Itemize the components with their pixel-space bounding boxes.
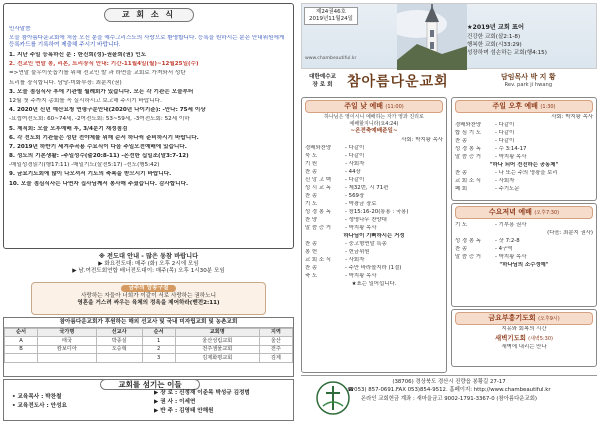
news-item: 9. 금요기도회에 많이 나오셔서 기도의 축복을 받으시기 바랍니다.	[9, 171, 172, 178]
order-label: 경배와찬양	[305, 144, 332, 151]
order-item	[455, 170, 593, 177]
wednesday-service	[451, 203, 597, 307]
order-value: - 사회자	[345, 160, 365, 167]
issue-date: 2019년11월24일	[309, 15, 353, 22]
table-row	[5, 345, 293, 354]
table-cell: 박종실	[96, 337, 142, 346]
table-cell: 오승혁	[96, 345, 142, 354]
order-value: - 제32번, 시 71편	[345, 184, 389, 191]
order-label: 찬 송	[305, 265, 318, 272]
servants-left	[12, 394, 122, 412]
order-label: 축 도	[305, 273, 318, 280]
order-value: - 헌금위원	[345, 249, 370, 256]
pastor-name: 담임목사 박 지 황	[501, 73, 556, 81]
mission-table	[4, 328, 293, 363]
order-item	[305, 273, 443, 280]
sunday-pm-title: 주일 오후 예배	[492, 102, 538, 110]
servant-line: • 교육전도사 : 안성요	[12, 402, 67, 409]
order-item	[455, 114, 593, 121]
worship-verse: 하나님은 영이시니 예배하는 자가 영과 진리로	[324, 113, 424, 120]
order-value: - 569장	[345, 192, 365, 199]
table-cell: B	[5, 345, 38, 354]
table-header: 선교사	[96, 328, 142, 337]
order-item	[455, 238, 593, 245]
cover-url: www.chambeautiful.kr	[305, 56, 357, 61]
pastor-info	[501, 73, 556, 88]
church-name: 참아름다운교회	[347, 74, 449, 90]
sunday-am-time: (11:00)	[385, 104, 404, 110]
order-value: - 삿 7:2-8	[495, 237, 520, 244]
issue-box	[304, 7, 358, 25]
news-item: -매일성경읽기(행17:11) -매일기도(살전5:17) -전도(행5:42)	[9, 162, 160, 169]
table-cell: 3	[142, 354, 175, 363]
order-label: 기 도	[455, 221, 468, 228]
order-item	[305, 185, 443, 192]
order-value: - 나 또는 주의 영광을 보리	[495, 170, 558, 177]
table-cell: 캄보디아	[38, 345, 97, 354]
order-label: 성 시 교 독	[305, 184, 331, 191]
news-item: 트리를 장식합니다. 담당-미화부장: 최분지(권)	[9, 79, 122, 86]
memory-verse-title: 금주의 암송구절	[121, 285, 177, 292]
order-value: - 사회자	[495, 178, 515, 185]
sermon-title: "하나님의 소수정예"	[499, 261, 549, 268]
table-header: 국가명	[38, 328, 97, 337]
mission-support	[3, 317, 294, 377]
order-label: 기 도	[305, 200, 318, 207]
motto-line: 건강한 교회(살2:1-8)	[467, 33, 521, 40]
table-cell	[38, 354, 97, 363]
news-item: 4. 2020년 신년 예산요청 연령구분안내(2020년 나이기준): -안나: 75세 이상	[9, 107, 206, 114]
news-item: 6. 각 전도회 기관들은 성탄 전야제를 위해 순서 하나씩 준비하시기 바랍니다.	[9, 134, 199, 141]
motto-title: ★2019년 교회 표어	[467, 24, 524, 31]
order-item	[305, 161, 443, 168]
order-value: - 주만 바라볼지라 (1절)	[345, 265, 402, 272]
order-label: 교 회 소 식	[305, 257, 331, 264]
worship-verse: 예배할지니라(요4:24)	[349, 121, 399, 127]
sermon-title: 하나님이 기뻐하시는 거정	[343, 233, 405, 240]
order-value: 사회: 박지황 목사	[401, 136, 443, 143]
order-label: 찬 양	[305, 217, 318, 223]
order-item	[455, 246, 593, 253]
order-item	[455, 222, 593, 229]
offering-account: 온라인 교회헌금 계좌 : 새마을금고 9002-1791-3367-0 (참아름다운교회)	[360, 395, 538, 402]
order-value: (다음: 최분지 권사)	[547, 229, 593, 236]
order-label: 신 앙 고 백	[305, 176, 331, 183]
evangelism-line: ▶ 남.여전도회연합 배너전도대이: 매주(목) 오후 1시30분 모임	[72, 267, 225, 274]
table-cell: 전주	[259, 345, 292, 354]
order-item	[305, 265, 443, 272]
order-list	[305, 241, 443, 280]
order-value: - 다같이	[495, 122, 515, 129]
sunday-morning-service	[301, 97, 447, 373]
news-item: 10. 오늘 점심식사는 나연자 집사님께서 봉사해 주셨습니다. 감사합니다.	[9, 180, 189, 187]
church-address: (38706) 경상북도 경산시 진량읍 봉황길 27-17	[392, 379, 506, 385]
left-panel	[3, 3, 294, 421]
order-item	[305, 177, 443, 184]
order-item	[455, 138, 593, 145]
church-footer	[301, 375, 597, 421]
fri-time: (오후9시)	[538, 316, 560, 322]
news-item: 1. 지난 주일 등록하신 분 : 한진희(성)-권윤희(권) 인도	[9, 52, 147, 59]
servants-title: 교회를 섬기는 이들	[100, 379, 200, 390]
order-item	[455, 178, 593, 185]
order-value: - 박지황 목사	[345, 273, 377, 280]
table-cell: 2	[142, 345, 175, 354]
order-label: 성 경 봉 독	[305, 208, 331, 215]
order-label: 경배와찬양	[455, 122, 482, 129]
order-value: - 수 3:14-17	[495, 146, 527, 153]
servants-right	[154, 390, 294, 417]
greeting-text: 오늘 참아름다운교회에 처음 오신 분을 예수그리스도의 사랑으로 환영합니다. 등록을 원하시는 분은 안내위원에게 등록카드를 기록하여 제출해 주시기 바랍니다.	[9, 35, 285, 49]
table-row	[5, 354, 293, 363]
news-item: 5. 제직회: 오늘 오후예배 후, 3/4분기 재정점검	[9, 125, 128, 132]
order-item	[455, 130, 593, 137]
sunday-afternoon-service	[451, 97, 597, 201]
table-cell: 1	[142, 337, 175, 346]
table-cell: 전주샘물교회	[175, 345, 259, 354]
friday-prayer	[451, 309, 597, 367]
news-item: 2. 전교인 연말 봉, 리본, 트리장식 안내: 기간-11월4일(월)~12월25일(수)	[9, 61, 199, 68]
worship-theme: ~온전축예배준일~	[350, 128, 398, 135]
table-cell	[96, 354, 142, 363]
order-value: - 중고형연말 특송	[345, 241, 387, 248]
motto-line: 성장하며 섬손하는 교회(행4:15)	[467, 49, 547, 56]
church-header	[301, 71, 597, 95]
order-item	[455, 154, 593, 161]
servant-line: • 교육목사 : 박찬철	[12, 394, 62, 400]
order-item	[455, 186, 593, 193]
order-value: - 사회자	[345, 257, 365, 264]
order-value: - 4구역	[495, 245, 513, 252]
order-item	[305, 169, 443, 176]
servant-line: ▶ 반 주 : 김영태 안해원	[154, 407, 214, 414]
motto-line: 행복한 교회(시33:29)	[467, 41, 522, 48]
order-label: 성 경 봉 독	[455, 237, 481, 244]
order-label: 합 심 기 도	[455, 130, 481, 137]
church-news	[3, 3, 294, 249]
order-item	[305, 209, 443, 216]
standing-note: ★표는 일어섭니다.	[351, 281, 397, 288]
wed-header	[455, 206, 593, 219]
table-cell: 김제화평교회	[175, 354, 259, 363]
denomination-line: 장 로 회	[312, 81, 333, 88]
order-label: 찬 송	[305, 241, 318, 248]
table-header: 지역	[259, 328, 292, 337]
news-item: =>연말 불우이웃돕기를 위해 전교인 발 과 라면을 교회로 가져와서 성탄	[9, 70, 186, 77]
order-item	[305, 137, 443, 144]
mission-support-title: 참아름다운교회가 후원하는 해외 선교사 및 국내 미자립교회 및 농촌교회	[4, 318, 293, 328]
order-item	[305, 217, 443, 224]
table-cell: 김제	[259, 354, 292, 363]
order-item	[455, 254, 593, 261]
church-servants	[3, 379, 294, 421]
order-item	[455, 230, 593, 237]
issue-volume: 제24권46호	[316, 9, 346, 15]
fri-title: 금요부흥기도회	[488, 314, 536, 322]
servant-line: ▶ 장 로 : 신정재 이준목 박성규 김정범	[154, 390, 250, 396]
order-item	[305, 241, 443, 248]
order-label: 교 회 소 식	[455, 178, 481, 185]
order-label: 말 씀 증 거	[455, 154, 481, 161]
dawn-prayer-header	[455, 334, 593, 342]
servant-line: ▶ 권 사 : 이세연	[154, 398, 196, 405]
order-list	[455, 170, 593, 193]
denomination-line: 대한예수교	[309, 74, 337, 80]
order-value: - 다같이	[495, 138, 515, 145]
memory-verse-card	[31, 282, 266, 315]
order-list	[455, 222, 593, 261]
table-cell	[5, 354, 38, 363]
order-label: 찬 송	[305, 192, 318, 199]
order-list	[455, 114, 593, 161]
order-value: - 박지황 목사	[345, 225, 377, 232]
fri-header	[455, 312, 593, 325]
order-label: 성 경 봉 독	[455, 146, 481, 153]
news-item: -요셉여전도회: 60~74세, -2여전도회: 53~59세, -3여전도회: 52세 이하	[9, 116, 190, 123]
table-header: 교회명	[175, 328, 259, 337]
order-value: - 박지황 목사	[495, 154, 527, 161]
table-cell: 태국	[38, 337, 97, 346]
pastor-name-en: Rev. park ji hwang	[504, 81, 553, 88]
order-label: 말 씀 증 거	[305, 225, 331, 232]
evangelism-title: ※ 전도대 안내 - 많은 동참 바랍니다	[98, 253, 199, 260]
order-item	[305, 153, 443, 160]
order-label: 말 씀 증 거	[455, 253, 481, 260]
denomination	[309, 74, 336, 89]
sunday-pm-header	[455, 100, 593, 113]
dawn-time: (새벽5:30)	[528, 336, 553, 343]
church-steeple-image	[397, 4, 467, 70]
order-item	[305, 193, 443, 200]
order-value: 사회: 박지황 목사	[551, 114, 593, 121]
news-item: 3. 오늘 점심식사 후에 기관별 월례회가 있습니다. 모든 각 기관은 오늘부터	[9, 88, 194, 95]
order-item	[305, 225, 443, 232]
order-label: 기 원	[305, 160, 318, 167]
table-cell: A	[5, 337, 38, 346]
dawn-title: 새벽기도회	[495, 334, 526, 343]
sunday-am-header	[305, 100, 443, 113]
wed-time: (오후7:30)	[534, 210, 560, 216]
sunday-pm-time: (1:30)	[540, 104, 556, 110]
order-item	[455, 122, 593, 129]
table-header: 순서	[5, 328, 38, 337]
order-value: - 박광금 장로	[345, 200, 377, 207]
right-panel	[301, 3, 597, 421]
news-item: 8. 성도의 기본생활: -주일성수(출20:8-11) -온전한 십일조(말3:7-12)	[9, 153, 189, 160]
order-list	[305, 137, 443, 232]
order-value: - 창15:16-20(통용 : 국용)	[345, 208, 409, 215]
order-item	[305, 201, 443, 208]
news-item: 12월 첫 주까지 총회를 꼭 실시하시고 보고해 주시기 바랍니다.	[9, 98, 162, 104]
table-cell: 울산	[259, 337, 292, 346]
order-value: - 다같이	[345, 176, 365, 183]
order-value: - 주기도문	[495, 186, 520, 193]
memory-verse-text: 영혼을 거스려 싸우는 육체의 정욕을 제어하라(벧전2:11)	[77, 299, 220, 306]
order-item	[305, 249, 443, 256]
order-label: 묵 도	[305, 152, 318, 159]
church-logo-icon	[315, 380, 351, 416]
church-phone: ☎053) 857-0691.FAX 053)854-9512. 홈페이지: http://www.chambeautiful.kr	[347, 387, 551, 394]
order-item	[305, 145, 443, 152]
church-motto	[467, 24, 595, 58]
news-title: 교 회 소 식	[104, 8, 194, 22]
order-item	[305, 257, 443, 264]
order-value: - 기부용 권사	[495, 221, 527, 228]
news-item: 7. 2019년 하반기 세겨추곡용 수요식이 다음 주일오전예배에 있습니다.	[9, 143, 187, 150]
order-value: - 생명나무 찬양대	[345, 217, 387, 223]
order-label: 폐 회	[455, 186, 468, 193]
order-value: - 다같이	[495, 130, 515, 137]
order-label: 찬 송	[305, 168, 318, 175]
order-value: - 44장	[345, 168, 361, 175]
evangelism-notice	[3, 251, 294, 279]
fri-desc: 지유와 회복의 시간	[501, 326, 547, 333]
table-header: 순서	[142, 328, 175, 337]
order-label: 찬 송	[455, 170, 468, 177]
wed-title: 수요저녁 예배	[488, 208, 532, 216]
order-value: - 다같이	[345, 152, 365, 159]
cover-banner	[301, 3, 597, 69]
order-value: - 다같이	[345, 144, 365, 151]
order-value: - 박지황 목사	[495, 253, 527, 260]
sunday-am-title: 주일 낮 예배	[344, 102, 383, 110]
table-row	[5, 337, 293, 346]
order-label: 찬 송	[455, 245, 468, 252]
dawn-desc: 새벽에 내리는 만나	[501, 343, 547, 350]
order-label: 봉 헌	[305, 249, 318, 256]
other-services	[451, 97, 597, 373]
table-cell: 울산성림교회	[175, 337, 259, 346]
news-list	[9, 52, 288, 187]
greeting-title: 인사말씀	[9, 26, 31, 32]
order-label: 찬 송	[455, 138, 468, 145]
order-item	[455, 146, 593, 153]
memory-verse-text: 사랑하는 자들아 너희가 이같이 서로 사랑하는 권하노니	[81, 292, 216, 299]
sermon-title: "하나 되어 전진하는 공동체"	[489, 162, 559, 169]
evangelism-line: ▶ 화요전도대: 매주 (화) 오후 2시에 모임	[98, 260, 199, 267]
